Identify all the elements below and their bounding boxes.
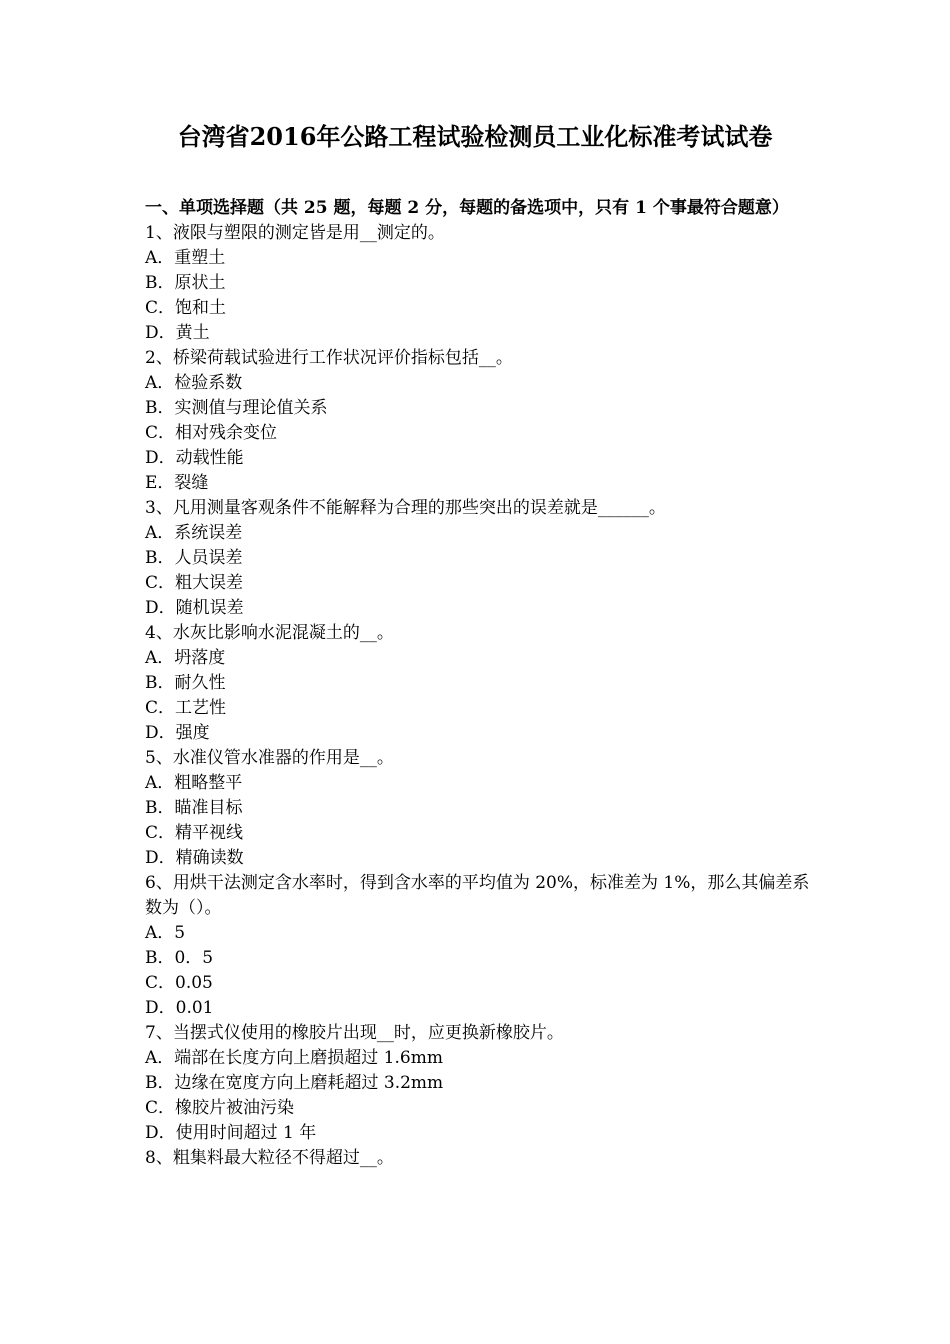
option-c: C．饱和土 bbox=[145, 298, 227, 318]
option-d: D．0.01 bbox=[145, 998, 214, 1018]
option-d: D．强度 bbox=[145, 723, 210, 743]
question-text: 6、用烘干法测定含水率时，得到含水率的平均值为 20%，标准差为 1%，那么其偏差系数为（）。 bbox=[145, 873, 810, 918]
option-b: B．瞄准目标 bbox=[145, 798, 243, 818]
option-a: A．端部在长度方向上磨损超过 1.6mm bbox=[145, 1048, 443, 1068]
option-d: D．黄土 bbox=[145, 323, 210, 343]
question-text: 3、凡用测量客观条件不能解释为合理的那些突出的误差就是______。 bbox=[145, 498, 666, 518]
question-text: 7、当摆式仪使用的橡胶片出现__时，应更换新橡胶片。 bbox=[145, 1023, 564, 1043]
question-3 bbox=[145, 496, 810, 621]
option-c: C．精平视线 bbox=[145, 823, 244, 843]
document-title: 台湾省2016年公路工程试验检测员工业化标准考试试卷 bbox=[177, 122, 773, 151]
section-heading: 一、单项选择题（共 25 题，每题 2 分，每题的备选项中，只有 1 个事最符合题意） bbox=[145, 198, 789, 218]
option-a: A．坍落度 bbox=[145, 648, 226, 668]
question-1 bbox=[145, 221, 810, 346]
option-e: E．裂缝 bbox=[145, 473, 209, 493]
option-a: A．检验系数 bbox=[145, 373, 243, 393]
option-b: B．耐久性 bbox=[145, 673, 226, 693]
question-text: 2、桥梁荷载试验进行工作状况评价指标包括__。 bbox=[145, 348, 513, 368]
question-text: 5、水准仪管水准器的作用是__。 bbox=[145, 748, 394, 768]
option-b: B．原状土 bbox=[145, 273, 226, 293]
option-a: A．系统误差 bbox=[145, 523, 243, 543]
option-c: C．粗大误差 bbox=[145, 573, 244, 593]
option-d: D．随机误差 bbox=[145, 598, 244, 618]
option-d: D．动载性能 bbox=[145, 448, 244, 468]
option-c: C．工艺性 bbox=[145, 698, 227, 718]
document-content bbox=[145, 196, 810, 1171]
question-text: 4、水灰比影响水泥混凝土的__。 bbox=[145, 623, 394, 643]
option-d: D．使用时间超过 1 年 bbox=[145, 1123, 317, 1143]
question-2 bbox=[145, 346, 810, 496]
question-6 bbox=[145, 871, 810, 1021]
option-b: B．人员误差 bbox=[145, 548, 243, 568]
question-text: 8、粗集料最大粒径不得超过__。 bbox=[145, 1148, 394, 1168]
question-5 bbox=[145, 746, 810, 871]
option-b: B．0．5 bbox=[145, 948, 214, 968]
question-text: 1、液限与塑限的测定皆是用__测定的。 bbox=[145, 223, 445, 243]
question-4 bbox=[145, 621, 810, 746]
option-a: A．粗略整平 bbox=[145, 773, 243, 793]
question-8 bbox=[145, 1146, 810, 1171]
option-b: B．实测值与理论值关系 bbox=[145, 398, 328, 418]
option-c: C．0.05 bbox=[145, 973, 213, 993]
question-7 bbox=[145, 1021, 810, 1146]
option-c: C．相对残余变位 bbox=[145, 423, 278, 443]
option-a: A．5 bbox=[145, 923, 186, 943]
option-c: C．橡胶片被油污染 bbox=[145, 1098, 295, 1118]
option-b: B．边缘在宽度方向上磨耗超过 3.2mm bbox=[145, 1073, 444, 1093]
option-a: A．重塑土 bbox=[145, 248, 226, 268]
option-d: D．精确读数 bbox=[145, 848, 244, 868]
